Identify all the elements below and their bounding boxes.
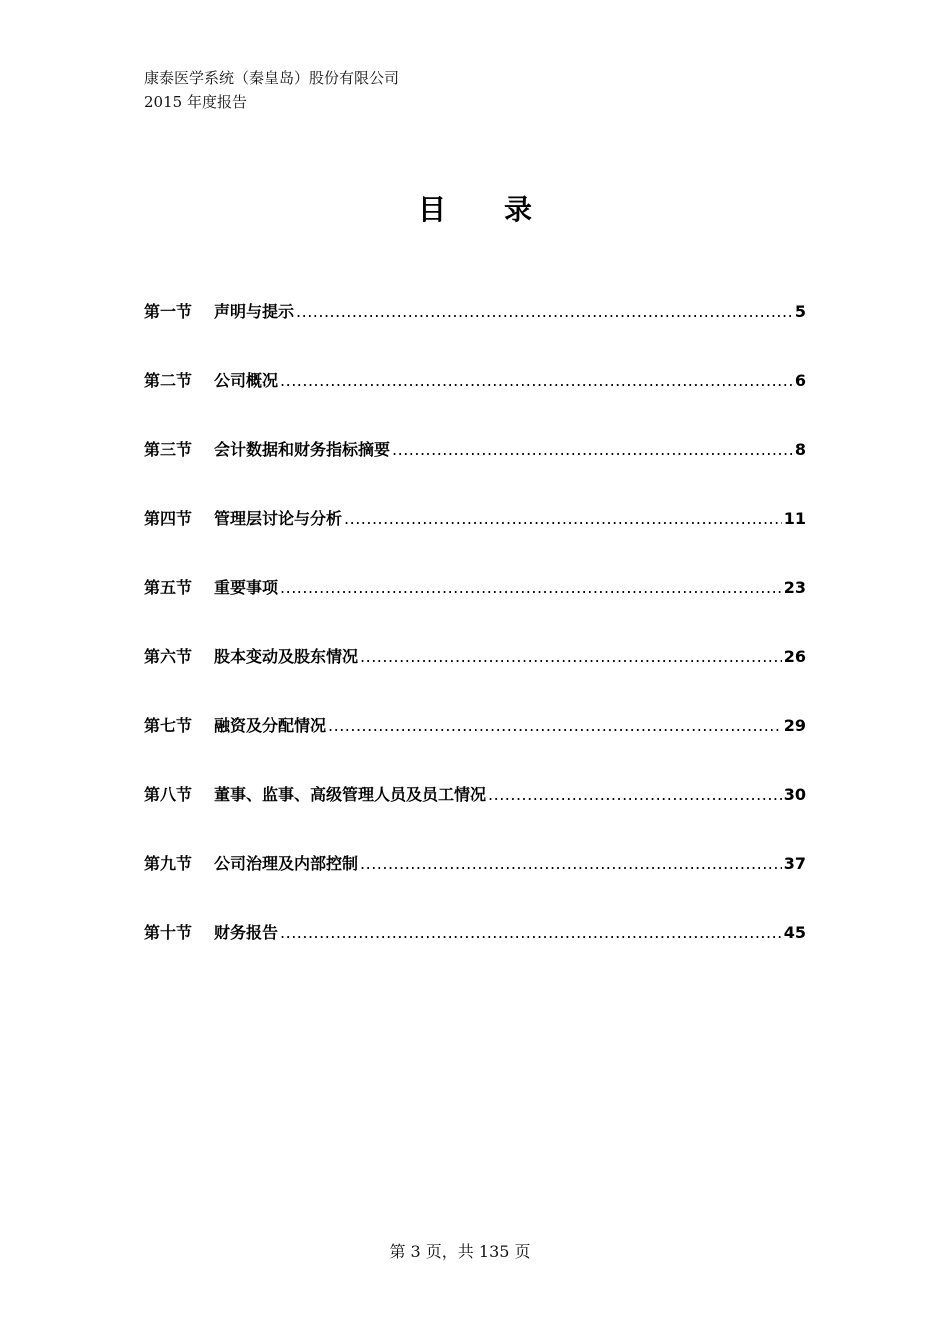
toc-section-title: 声明与提示 (214, 302, 295, 321)
toc-leader-dots (280, 574, 782, 602)
toc-page-number: 11 (783, 509, 806, 528)
toc-leader-dots (280, 919, 782, 947)
toc-section-number: 第九节 (144, 854, 193, 873)
toc-leader-dots (360, 643, 782, 671)
toc-page-number: 26 (783, 647, 806, 666)
toc-section-title: 融资及分配情况 (214, 716, 327, 735)
toc-section-number: 第四节 (144, 509, 193, 528)
toc-entry[interactable] (144, 367, 806, 436)
toc-page-number: 29 (783, 716, 806, 735)
toc-section-number: 第八节 (144, 785, 193, 804)
toc-section-title: 董事、监事、高级管理人员及员工情况 (214, 785, 487, 804)
toc-leader-dots (392, 436, 793, 464)
table-of-contents (144, 298, 806, 988)
toc-entry[interactable] (144, 574, 806, 643)
toc-section-number: 第三节 (144, 440, 193, 459)
toc-page-number: 37 (783, 854, 806, 873)
report-name: 2015 年度报告 (144, 93, 247, 111)
toc-leader-dots (296, 298, 793, 326)
toc-section-title: 股本变动及股东情况 (214, 647, 359, 666)
page-header (144, 66, 399, 114)
toc-page-number: 23 (783, 578, 806, 597)
toc-entry[interactable] (144, 919, 806, 988)
toc-section-title: 公司概况 (214, 371, 279, 390)
toc-section-title: 管理层讨论与分析 (214, 509, 343, 528)
toc-section-number: 第七节 (144, 716, 193, 735)
toc-page-number: 8 (794, 440, 806, 459)
toc-section-number: 第五节 (144, 578, 193, 597)
toc-section-title: 公司治理及内部控制 (214, 854, 359, 873)
toc-leader-dots (280, 367, 793, 395)
toc-page-number: 45 (783, 923, 806, 942)
company-name: 康泰医学系统（秦皇岛）股份有限公司 (144, 69, 400, 87)
toc-section-number: 第二节 (144, 371, 193, 390)
toc-page-number: 6 (794, 371, 806, 390)
toc-leader-dots (344, 505, 782, 533)
toc-entry[interactable] (144, 781, 806, 850)
toc-entry[interactable] (144, 712, 806, 781)
toc-leader-dots (488, 781, 782, 809)
toc-leader-dots (328, 712, 782, 740)
toc-entry[interactable] (144, 298, 806, 367)
toc-entry[interactable] (144, 436, 806, 505)
toc-title: 目录 (417, 193, 590, 226)
toc-entry[interactable] (144, 643, 806, 712)
toc-section-number: 第一节 (144, 302, 193, 321)
page-footer: 第 3 页，共 135 页 (389, 1242, 531, 1261)
toc-page-number: 5 (794, 302, 806, 321)
toc-entry[interactable] (144, 850, 806, 919)
toc-page-number: 30 (783, 785, 806, 804)
toc-section-title: 财务报告 (214, 923, 279, 942)
toc-section-number: 第十节 (144, 923, 193, 942)
toc-section-title: 会计数据和财务指标摘要 (214, 440, 391, 459)
toc-entry[interactable] (144, 505, 806, 574)
toc-leader-dots (360, 850, 782, 878)
toc-section-number: 第六节 (144, 647, 193, 666)
toc-section-title: 重要事项 (214, 578, 279, 597)
